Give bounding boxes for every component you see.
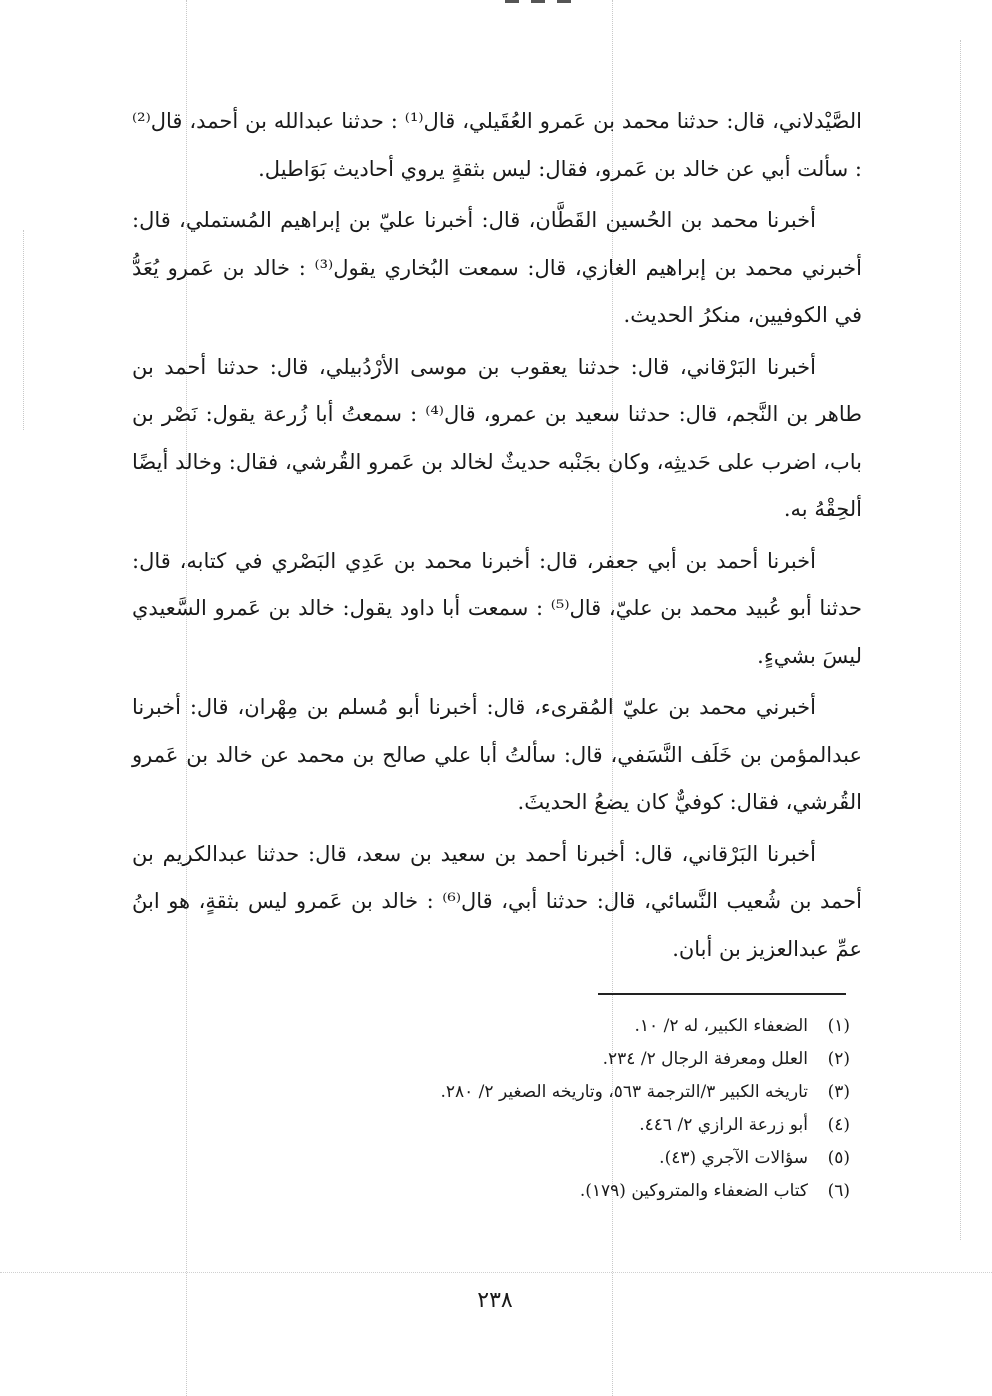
footnote-item xyxy=(300,1142,850,1175)
footnote-number: (٢) xyxy=(827,1049,850,1069)
main-text xyxy=(132,98,862,977)
paragraph: أخبرني محمد بن عليّ المُقرىء، قال: أخبرنا أبو مُسلم بن مِهْران، قال: أخبرنا عبدالمؤمن بن خَلَف النَّسَفي، قال: سألتُ أبا علي صالح بن محمد عن خالد بن عَمرو القُرشي، فقال: كوفيٌّ كان يضعُ الحديثَ. xyxy=(132,695,862,814)
footnote-text: الضعفاء الكبير، له ٢/ ١٠. xyxy=(634,1016,808,1036)
footnote-item xyxy=(300,1109,850,1142)
paragraph: أخبرنا محمد بن الحُسين القَطَّان، قال: أخبرنا عليّ بن إبراهيم المُستملي، قال: أخبرني محمد بن إبراهيم الغازي، قال: سمعت البُخاري يقول⁽³⁾ : خالد بن عَمرو يُعَدُّ في الكوفيين، منكرُ الحديث. xyxy=(132,208,862,327)
footnote-number: (٣) xyxy=(827,1082,850,1102)
footnote-number: (٦) xyxy=(827,1181,850,1201)
footnote-text: سؤالات الآجري (٤٣). xyxy=(659,1148,808,1168)
paragraph: أخبرنا البَرْقاني، قال: حدثنا يعقوب بن موسى الأرْدُبيلي، قال: حدثنا أحمد بن طاهر بن النَّجم، قال: حدثنا سعيد بن عمرو، قال⁽⁴⁾ : سمعتُ أبا زُرعة يقول: نَصْر بن باب، اضرب على حَديثِه، وكان بجَنْبه حديثٌ لخالد بن عَمرو القُرشي، فقال: وخالد أيضًا ألحِقْهُ به. xyxy=(132,354,862,521)
footnote-text: تاريخه الكبير ٣/الترجمة ٥٦٣، وتاريخه الصغير ٢/ ٢٨٠. xyxy=(440,1082,808,1102)
paragraph: الصَّيْدلاني، قال: حدثنا محمد بن عَمرو العُقَيلي، قال⁽¹⁾ : حدثنا عبدالله بن أحمد، قال⁽²⁾ : سألت أبي عن خالد بن عَمرو، فقال: ليس بثقةٍ يروي أحاديث بَوَاطيل. xyxy=(132,109,862,181)
footnotes xyxy=(300,1010,850,1208)
paragraph: أخبرنا البَرْقاني، قال: أخبرنا أحمد بن سعيد بن سعد، قال: حدثنا عبدالكريم بن أحمد بن شُعيب النَّسائي، قال: حدثنا أبي، قال⁽⁶⁾ : خالد بن عَمرو ليس بثقةٍ، هو ابنُ عمِّ عبدالعزيز بن أبان. xyxy=(132,841,862,961)
footnote-item xyxy=(300,1010,850,1043)
scan-artifact-line xyxy=(960,40,961,1240)
footnote-number: (٥) xyxy=(827,1148,850,1168)
footnote-text: العلل ومعرفة الرجال ٢/ ٢٣٤. xyxy=(602,1049,808,1069)
scan-artifact-line xyxy=(0,1272,992,1273)
footnote-text: كتاب الضعفاء والمتروكين (١٧٩). xyxy=(579,1181,808,1201)
page-number: ٢٣٨ xyxy=(477,1288,513,1313)
footnote-number: (١) xyxy=(827,1016,850,1036)
footnote-item xyxy=(300,1076,850,1109)
footnote-item xyxy=(300,1175,850,1208)
footnote-item xyxy=(300,1043,850,1076)
top-edge-marks xyxy=(505,0,575,10)
footnote-text: أبو زرعة الرازي ٢/ ٤٤٦. xyxy=(639,1115,808,1135)
paragraph: أخبرنا أحمد بن أبي جعفر، قال: أخبرنا محمد بن عَدِي البَصْري في كتابه، قال: حدثنا أبو عُبيد محمد بن عليّ، قال⁽⁵⁾ : سمعت أبا داود يقول: خالد بن عَمرو السَّعيدي ليسَ بشيءٍ. xyxy=(132,548,862,668)
footnote-separator xyxy=(598,993,846,995)
footnote-number: (٤) xyxy=(827,1115,850,1135)
scan-artifact-line xyxy=(23,230,24,430)
